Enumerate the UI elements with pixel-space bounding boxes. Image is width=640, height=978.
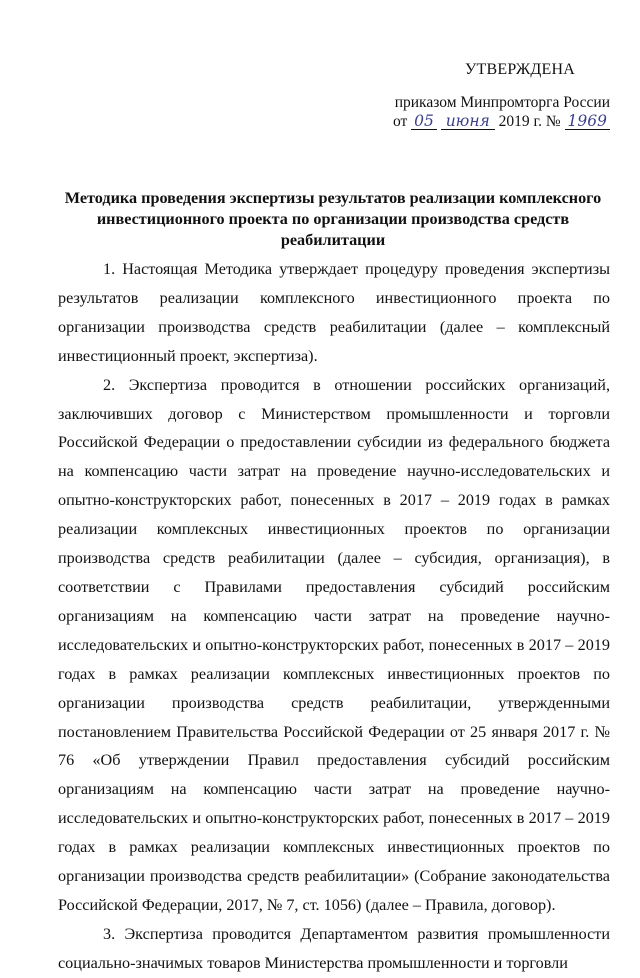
approval-block: [360, 60, 610, 131]
handwritten-order-number: 1969: [565, 114, 610, 130]
paragraph-1: 1. Настоящая Методика утверждает процедуру проведения экспертизы результатов реализации комплексного инвестиционного проекта по организации производства средств реабилитации (далее – комплексный инвестиционный проект, экспертиза).: [58, 260, 610, 365]
handwritten-day: 05: [411, 114, 437, 130]
year-text: 2019 г. №: [498, 113, 561, 130]
paragraph-2: 2. Экспертиза проводится в отношении российских организаций, заключивших договор с Министерством промышленности и торговли Российской Федерации о предоставлении субсидии из федерального бюджета на компенсацию части затрат на проведение научно-исследовательских и опытно-конструкторских работ, понесенных в 2017 – 2019 годах в рамках реализации комплексных инвестиционных проектов по организации производства средств реабилитации (далее – субсидия, организация), в соответствии с Правилами предоставления субсидий российским организациям на компенсацию части затрат на проведение научно-исследовательских и опытно-конструкторских работ, понесенных в 2017 – 2019 годах в рамках реализации комплексных инвестиционных проектов по организации производства средств реабилитации, утвержденными постановлением Правительства Российской Федерации от 25 января 2017 г. № 76 «Об утверждении Правил предоставления субсидий российским организациям на компенсацию части затрат на проведение научно-исследовательских и опытно-конструкторских работ, понесенных в 2017 – 2019 годах в рамках реализации комплексных инвестиционных проектов по организации производства средств реабилитации» (Собрание законодательства Российской Федерации, 2017, № 7, ст. 1056) (далее – Правила, договор).: [58, 375, 610, 914]
paragraph-3: 3. Экспертиза проводится Департаментом развития промышленности социально-значимых товаров Министерства промышленности и торговли: [58, 924, 610, 972]
approval-stamp: УТВЕРЖДЕНА: [464, 61, 575, 78]
handwritten-month: июня: [441, 114, 495, 130]
date-prefix: от: [392, 113, 408, 130]
approval-date-line: [360, 112, 610, 131]
document-title: Методика проведения экспертизы результатов реализации комплексного инвестиционного проекта по организации производства средств реабилитации: [64, 189, 602, 249]
approval-order-text: приказом Минпромторга России: [394, 94, 610, 111]
document-body: [58, 255, 610, 978]
